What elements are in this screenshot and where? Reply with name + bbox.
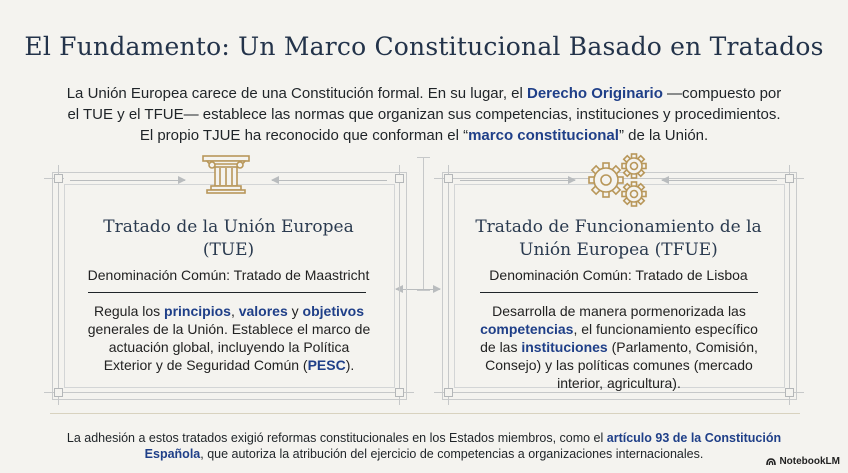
left-arrow-in-left [70, 180, 185, 181]
center-connector-line [423, 157, 424, 290]
left-frame-guide-right [399, 165, 400, 405]
highlight-marco-constitucional: marco constitucional [468, 127, 619, 144]
notebooklm-logo-icon [766, 458, 776, 466]
highlight-pesc: PESC [307, 357, 346, 373]
right-card-title-line2: Unión Europea (TFUE) [519, 240, 718, 260]
left-card-body: Regula los principios, valores y objetivos generales de la Unión. Establece el marco de actuación global, incluyendo la Política Exterior y de Seguridad Común (PESC). [87, 303, 371, 373]
highlight-derecho-originario: Derecho Originario [527, 85, 663, 102]
left-frame-corner-tr [395, 174, 404, 183]
right-frame-corner-tl [444, 174, 453, 183]
left-frame-corner-bl [54, 388, 63, 397]
intro-paragraph: La Unión Europea carece de una Constitución formal. En su lugar, el Derecho Originario —compuesto por el TUE y el TFUE— establece las normas que organizan sus competencias, instituciones y procedimientos. El propio TJUE ha reconocido que conforman el “marco constitucional” de la Unión. [66, 85, 782, 144]
footer-note: La adhesión a estos tratados exigió reformas constitucionales en los Estados miembros, como el artículo 93 de la Constitución Española, que autoriza la atribución del ejercicio de competencias a organizaciones internacionales. [66, 431, 782, 461]
left-card-title-line2: (TUE) [202, 240, 255, 260]
right-frame-guide-left [448, 165, 449, 405]
right-card-title [454, 216, 783, 262]
right-card-title-line1: Tratado de Funcionamiento de la [475, 217, 762, 237]
center-connector-tick-top [417, 157, 430, 158]
left-card-divider [88, 292, 366, 293]
left-frame-guide-left [58, 165, 59, 405]
highlight-principios: principios [164, 303, 231, 319]
right-frame-guide-bottom [434, 392, 804, 393]
left-arrow-in-right [272, 180, 387, 181]
left-card-title-line1: Tratado de la Unión Europea [103, 217, 354, 237]
right-frame-corner-bl [444, 388, 453, 397]
right-arrow-in-right [662, 180, 777, 181]
center-connector-tick-bottom [417, 290, 430, 291]
left-frame-corner-br [395, 388, 404, 397]
left-frame-guide-bottom [44, 392, 414, 393]
gears-icon [586, 152, 652, 208]
right-card-subtitle: Denominación Común: Tratado de Lisboa [489, 267, 748, 283]
highlight-articulo-93: artículo 93 de la Constitución Española [144, 431, 782, 461]
left-card-subtitle: Denominación Común: Tratado de Maastricht [87, 267, 370, 283]
page-title: El Fundamento: Un Marco Constitucional Basado en Tratados [24, 32, 824, 61]
right-frame-guide-right [789, 165, 790, 405]
right-frame-corner-tr [785, 174, 794, 183]
highlight-instituciones: instituciones [521, 339, 608, 355]
footer-divider [50, 413, 800, 414]
highlight-competencias: competencias [480, 321, 574, 337]
right-frame-corner-br [785, 388, 794, 397]
left-card-title [64, 216, 393, 262]
brand-badge [766, 456, 840, 467]
right-card-body: Desarrolla de manera pormenorizada las competencias, el funcionamiento específico de las instituciones (Parlamento, Comisión, Consejo) y las políticas comunes (mercado interior, agricultura). [480, 303, 758, 391]
left-frame-corner-tl [54, 174, 63, 183]
highlight-valores: valores [238, 303, 288, 319]
column-icon [201, 154, 251, 194]
brand-label: NotebookLM [779, 456, 840, 467]
right-card-divider [480, 292, 758, 293]
highlight-objetivos: objetivos [302, 303, 365, 319]
right-arrow-in-left [460, 180, 575, 181]
